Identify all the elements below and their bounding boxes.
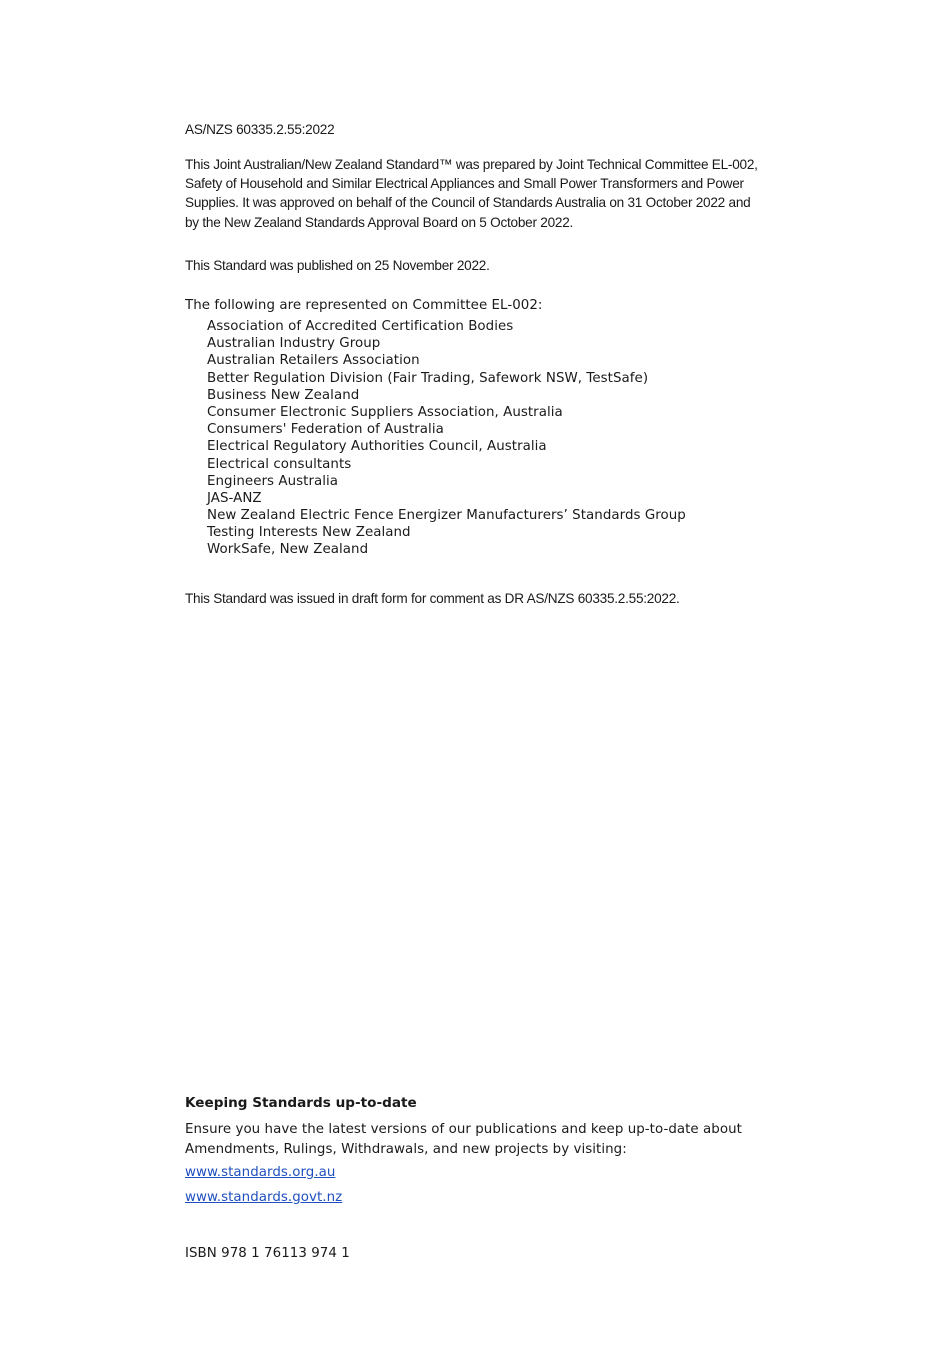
publication-date-text: This Standard was published on 25 November 2022. — [185, 258, 490, 273]
standards-au-link[interactable]: www.standards.org.au — [185, 1165, 336, 1180]
standards-nz-link[interactable]: www.standards.govt.nz — [185, 1190, 343, 1205]
committee-intro: The following are represented on Committee EL-002: — [185, 298, 543, 313]
keeping-up-to-date-heading: Keeping Standards up-to-date — [185, 1095, 417, 1111]
keeping-up-to-date-text: Ensure you have the latest versions of our publications and keep up-to-date about Amendments, Rulings, Withdrawals, and new projects by visiting: — [185, 1122, 742, 1157]
committee-member: Association of Accredited Certification Bodies — [207, 319, 514, 334]
committee-member: Testing Interests New Zealand — [207, 525, 411, 541]
committee-member: Consumer Electronic Suppliers Association, Australia — [207, 404, 563, 420]
committee-member: Engineers Australia — [207, 473, 339, 489]
committee-member: Electrical Regulatory Authorities Council, Australia — [207, 439, 547, 455]
committee-member: Better Regulation Division (Fair Trading, Safework NSW, TestSafe) — [207, 370, 649, 386]
committee-member: Electrical consultants — [207, 456, 352, 472]
committee-member: JAS-ANZ — [207, 490, 262, 506]
committee-member: Australian Industry Group — [207, 336, 381, 352]
committee-member: Consumers' Federation of Australia — [207, 422, 444, 438]
isbn-text: ISBN 978 1 76113 974 1 — [185, 1246, 350, 1261]
draft-note: This Standard was issued in draft form for comment as DR AS/NZS 60335.2.55:2022. — [185, 591, 680, 606]
committee-member: WorkSafe, New Zealand — [207, 542, 369, 558]
approval-paragraph: This Joint Australian/New Zealand Standard™ was prepared by Joint Technical Committee EL-002, Safety of Household and Similar Electrical Appliances and Small Power Transformers and Power Supplies. It was approved on behalf of the Council of Standards Australia on 31 October 2022 and by the New Zealand Standards Approval Board on 5 October 2022. — [185, 157, 758, 230]
committee-member: New Zealand Electric Fence Energizer Manufacturers’ Standards Group — [207, 508, 686, 524]
document-identifier: AS/NZS 60335.2.55:2022 — [185, 122, 335, 137]
committee-members-list — [207, 318, 686, 559]
committee-member: Business New Zealand — [207, 387, 360, 403]
committee-member: Australian Retailers Association — [207, 353, 420, 369]
